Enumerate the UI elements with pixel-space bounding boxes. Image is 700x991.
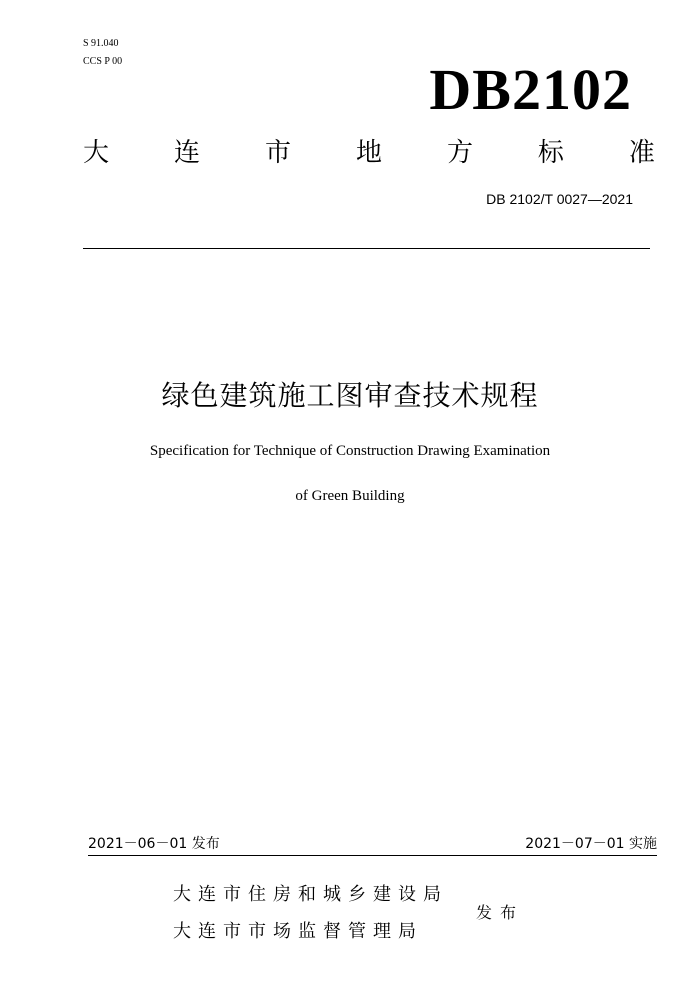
ccs-code: CCS P 00 [83, 56, 123, 67]
standard-code-heading: DB2102 [429, 57, 632, 122]
implement-date: 2021－07－01 实施 [525, 836, 657, 852]
standard-type-char: 地 [355, 138, 382, 168]
standard-type-heading [83, 136, 655, 170]
document-title-chinese: 绿色建筑施工图审查技术规程 [161, 379, 539, 412]
standard-type-char: 大 [83, 138, 110, 168]
standard-type-char: 标 [537, 138, 564, 168]
publish-date: 2021－06－01 发布 [88, 836, 220, 852]
header-divider [83, 248, 650, 249]
standard-type-char: 市 [264, 138, 291, 168]
issuer-housing-bureau: 大连市住房和城乡建设局 [173, 884, 448, 905]
standard-number: DB 2102/T 0027—2021 [486, 191, 633, 207]
standard-type-char: 连 [173, 138, 200, 168]
issue-label: 发布 [476, 903, 525, 922]
standard-type-char: 方 [446, 138, 473, 168]
footer-divider [88, 855, 657, 856]
document-title-english-line2: of Green Building [295, 488, 405, 504]
issuer-market-bureau: 大连市市场监督管理局 [173, 921, 423, 942]
ics-code: S 91.040 [83, 38, 119, 49]
standard-type-char: 准 [628, 138, 655, 168]
document-title-english-line1: Specification for Technique of Construction Drawing Examination [149, 443, 551, 459]
